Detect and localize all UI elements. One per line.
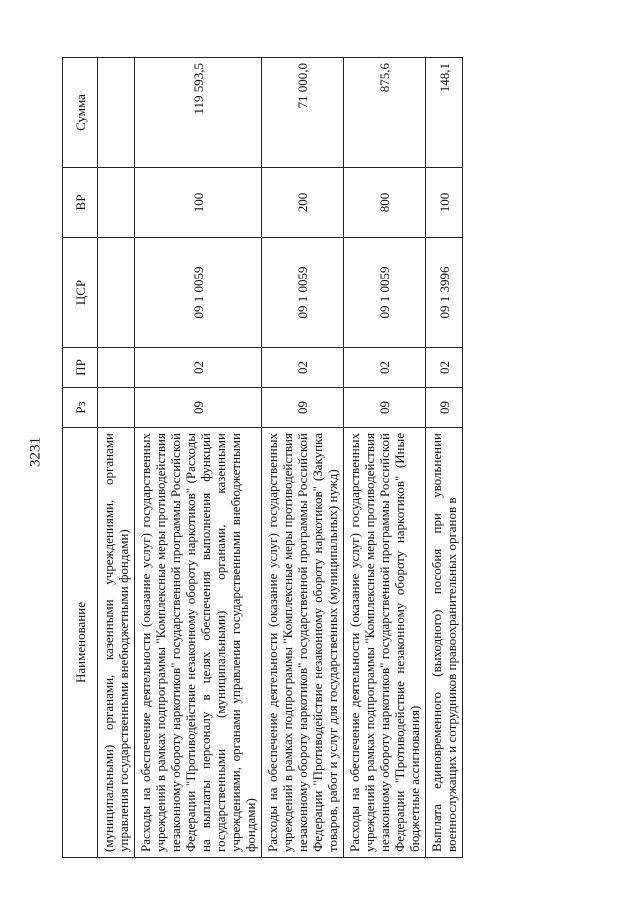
header-vr: ВР <box>63 168 98 238</box>
row-vr: 100 <box>135 168 262 238</box>
header-name: Наименование <box>63 428 98 858</box>
table-row <box>98 58 135 858</box>
row-sum <box>98 58 135 168</box>
row-csr: 09 1 0059 <box>135 238 262 348</box>
row-vr: 100 <box>426 168 463 238</box>
row-name: (муниципальными) органами, казенными учреждениями, органами управления государственными внебюджетными фондами) <box>98 428 135 858</box>
row-sum: 148,1 <box>426 58 463 168</box>
table-row <box>262 58 344 858</box>
row-vr: 200 <box>262 168 344 238</box>
row-pr: 02 <box>135 348 262 388</box>
budget-table <box>62 57 463 858</box>
row-pr <box>98 348 135 388</box>
row-rz: 09 <box>135 388 262 428</box>
header-csr: ЦСР <box>63 238 98 348</box>
table-header-row <box>63 58 98 858</box>
table-row <box>426 58 463 858</box>
row-pr: 02 <box>344 348 426 388</box>
row-csr <box>98 238 135 348</box>
row-name: Расходы на обеспечение деятельности (оказание услуг) государственных учреждений в рамках подпрограммы "Комплексные меры противодействия незаконному обороту наркотиков" государственной программы Российской Федерации "Противодействие незаконному обороту наркотиков" (Закупка товаров, работ и услуг для государственных (муниципальных) нужд) <box>262 428 344 858</box>
page-number: 3231 <box>27 437 44 467</box>
row-rz: 09 <box>426 388 463 428</box>
row-vr <box>98 168 135 238</box>
row-name: Расходы на обеспечение деятельности (оказание услуг) государственных учреждений в рамках подпрограммы "Комплексные меры противодействия незаконному обороту наркотиков" государственной программы Российской Федерации "Противодействие незаконному обороту наркотиков" (Иные бюджетные ассигнования) <box>344 428 426 858</box>
header-sum: Сумма <box>63 58 98 168</box>
row-sum: 119 593,5 <box>135 58 262 168</box>
row-rz: 09 <box>344 388 426 428</box>
row-csr: 09 1 3996 <box>426 238 463 348</box>
header-pr: ПР <box>63 348 98 388</box>
table-row <box>344 58 426 858</box>
row-pr: 02 <box>262 348 344 388</box>
row-sum: 71 000,0 <box>262 58 344 168</box>
table-row <box>135 58 262 858</box>
row-name: Расходы на обеспечение деятельности (оказание услуг) государственных учреждений в рамках подпрограммы "Комплексные меры противодействия незаконному обороту наркотиков" государственной программы Российской Федерации "Противодействие незаконному обороту наркотиков" (Расходы на выплаты персоналу в целях обеспечения выполнения функций государственными (муниципальными) органами, казенными учреждениями, органами управления государственными внебюджетными фондами) <box>135 428 262 858</box>
row-csr: 09 1 0059 <box>344 238 426 348</box>
row-vr: 800 <box>344 168 426 238</box>
rotated-table-container <box>62 58 622 858</box>
row-sum: 875,6 <box>344 58 426 168</box>
row-rz: 09 <box>262 388 344 428</box>
header-rz: Рз <box>63 388 98 428</box>
row-csr: 09 1 0059 <box>262 238 344 348</box>
row-name: Выплата единовременного (выходного) пособия при увольнении военнослужащих и сотрудников правоохранительных органов в <box>426 428 463 858</box>
row-rz <box>98 388 135 428</box>
row-pr: 02 <box>426 348 463 388</box>
